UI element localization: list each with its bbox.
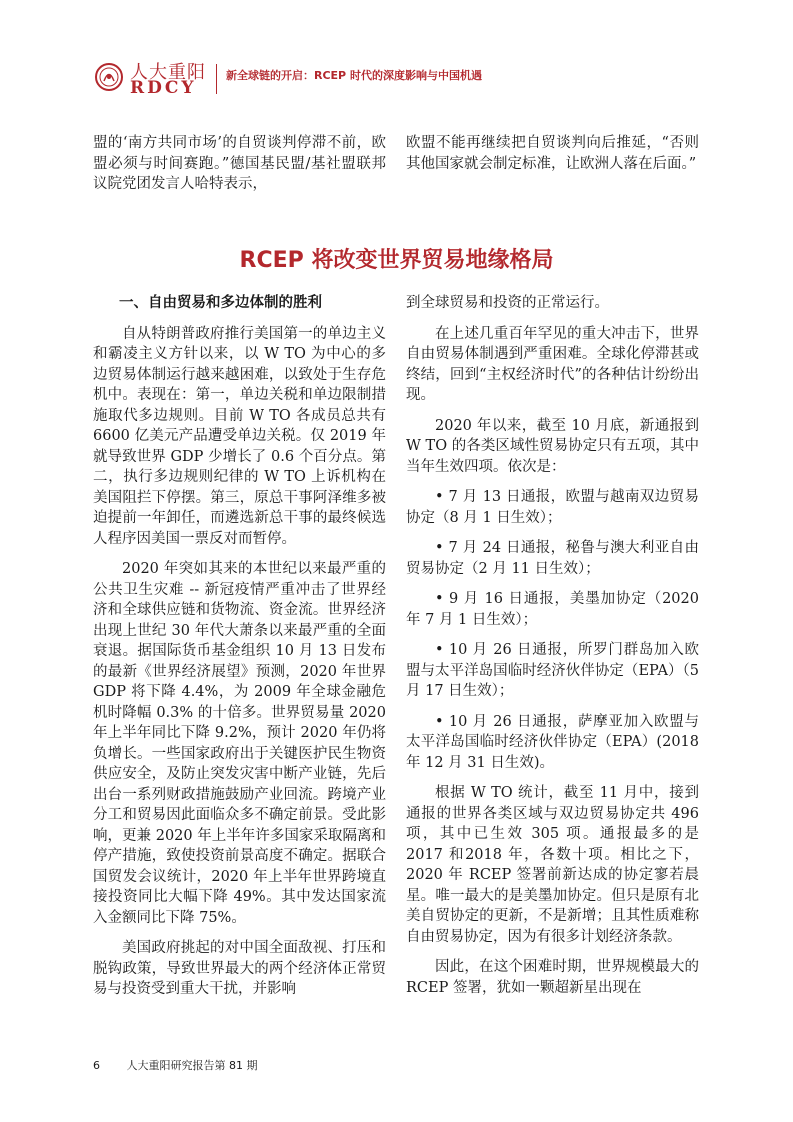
header-divider [216, 64, 217, 94]
top-left-paragraph: 盟的‘南方共同市场’的自贸谈判停滞不前，欧盟必须与时间赛跑。”德国基民盟/基社盟联邦议院党团发言人哈特表示， [93, 135, 386, 192]
right-paragraph-5: 因此，在这个困难时期，世界规模最大的RCEP 签署，犹如一颗超新星出现在 [406, 959, 699, 996]
running-header-title: 新全球链的开启：RCEP 时代的深度影响与中国机遇 [226, 69, 482, 82]
top-right-paragraph: 欧盟不能再继续把自贸谈判向后推延，“否则其他国家就会制定标准，让欧洲人落在后面。” [406, 135, 699, 172]
logo-chinese-name: 人大重阳 [130, 62, 206, 83]
page-header [92, 56, 712, 102]
rdcy-seal-logo-icon [94, 62, 124, 92]
right-paragraph-3: 2020 年以来，截至 10 月底，新通报到W TO 的各类区域性贸易协定只有五项，其中当年生效四项。依次是： [406, 417, 699, 475]
left-paragraph-3: 美国政府挑起的对中国全面敌视、打压和脱钩政策，导致世界最大的两个经济体正常贸易与投资受到重大干扰，并影响 [93, 940, 386, 997]
right-column [406, 293, 699, 1008]
top-left-text-block [93, 133, 386, 205]
logo-english-name: RDCY [130, 78, 197, 98]
left-paragraph-2: 2020 年突如其来的本世纪以来最严重的公共卫生灾难 -- 新冠疫情严重冲击了世界经济和全球供应链和货物流、资金流。世界经济出现上世纪 30 年代大萧条以来最严重的全面衰退。据国际货币基金组织 10 月 13 日发布的最新《世界经济展望》预测，2020 年世界 GDP 将下降 4.4%，为 2009 年全球金融危机时降幅 0.3% 的十倍多。世界贸易量 2020 年上半年同比下降 9.2%，预计 2020 年仍将负增长。一些国家政府出于关键医护民生物资供应安全，及防止突发灾害中断产业链，先后出台一系列财政措施鼓励产业回流。跨境产业分工和贸易因此面临众多不确定前景。受此影响，更兼 2020 年上半年许多国家采取隔离和停产措施，致使投资前景高度不确定。据联合国贸发会议统计，2020 年上半年世界跨境直接投资同比大幅下降 49%。其中发达国家流入金额同比下降 75%。 [93, 561, 386, 926]
left-paragraph-1: 自从特朗普政府推行美国第一的单边主义和霸凌主义方针以来，以 W TO 为中心的多边贸易体制运行越来越困难，以致处于生存危机中。表现在：第一，单边关税和单边限制措施取代多边规则。目前 W TO 各成员总共有 6600 亿美元产品遭受单边关税。仅 2019 年就导致世界 GDP 少增长了 0.6 个百分点。第二，执行多边规则纪律的 W TO 上诉机构在美国阻拦下停摆。第三，原总干事阿泽维多被迫提前一年卸任，而遴选新总干事的最终候选人程序因美国一票反对而暂停。 [93, 325, 386, 547]
page-number: 6 [93, 1059, 100, 1072]
top-right-text-block [406, 133, 699, 184]
page-footer [93, 1057, 258, 1073]
agreement-list-item-1: • 7 月 13 日通报，欧盟与越南双边贸易协定（8 月 1 日生效）； [406, 489, 699, 526]
agreement-list-item-3: • 9 月 16 日通报，美墨加协定（2020 年 7 月 1 日生效）； [406, 591, 699, 628]
left-column [93, 293, 386, 1010]
right-paragraph-1: 到全球贸易和投资的正常运行。 [406, 295, 609, 311]
agreement-list-item-5: • 10 月 26 日通报，萨摩亚加入欧盟与太平洋岛国临时经济伙伴协定（EPA）(2018 年 12 月 31 日生效)。 [406, 713, 699, 771]
main-section-title: RCEP 将改变世界贸易地缘格局 [239, 248, 554, 273]
agreement-list-item-2: • 7 月 24 日通报，秘鲁与澳大利亚自由贸易协定（2 月 11 日生效）； [406, 540, 699, 577]
agreement-list-item-4: • 10 月 26 日通报，所罗门群岛加入欧盟与太平洋岛国临时经济伙伴协定（EPA）（5 月 17 日生效）； [406, 642, 699, 699]
right-paragraph-2: 在上述几重百年罕见的重大冲击下，世界自由贸易体制遇到严重困难。全球化停滞甚或终结，回到“主权经济时代”的各种估计纷纷出现。 [406, 325, 699, 403]
right-paragraph-4: 根据 W TO 统计，截至 11 月中，接到通报的世界各类区域与双边贸易协定共 496 项，其中已生效 305 项。通报最多的是 2017 和2018 年，各数十项。相比之下，2020 年 RCEP 签署前新达成的协定寥若晨星。唯一最大的是美墨加协定。但只是原有北美自贸协定的更新，不是新增；且其性质难称自由贸易协定，因为有很多计划经济条款。 [406, 785, 699, 945]
report-name: 人大重阳研究报告第 81 期 [126, 1059, 258, 1072]
section-heading: 一、自由贸易和多边体制的胜利 [119, 295, 322, 311]
